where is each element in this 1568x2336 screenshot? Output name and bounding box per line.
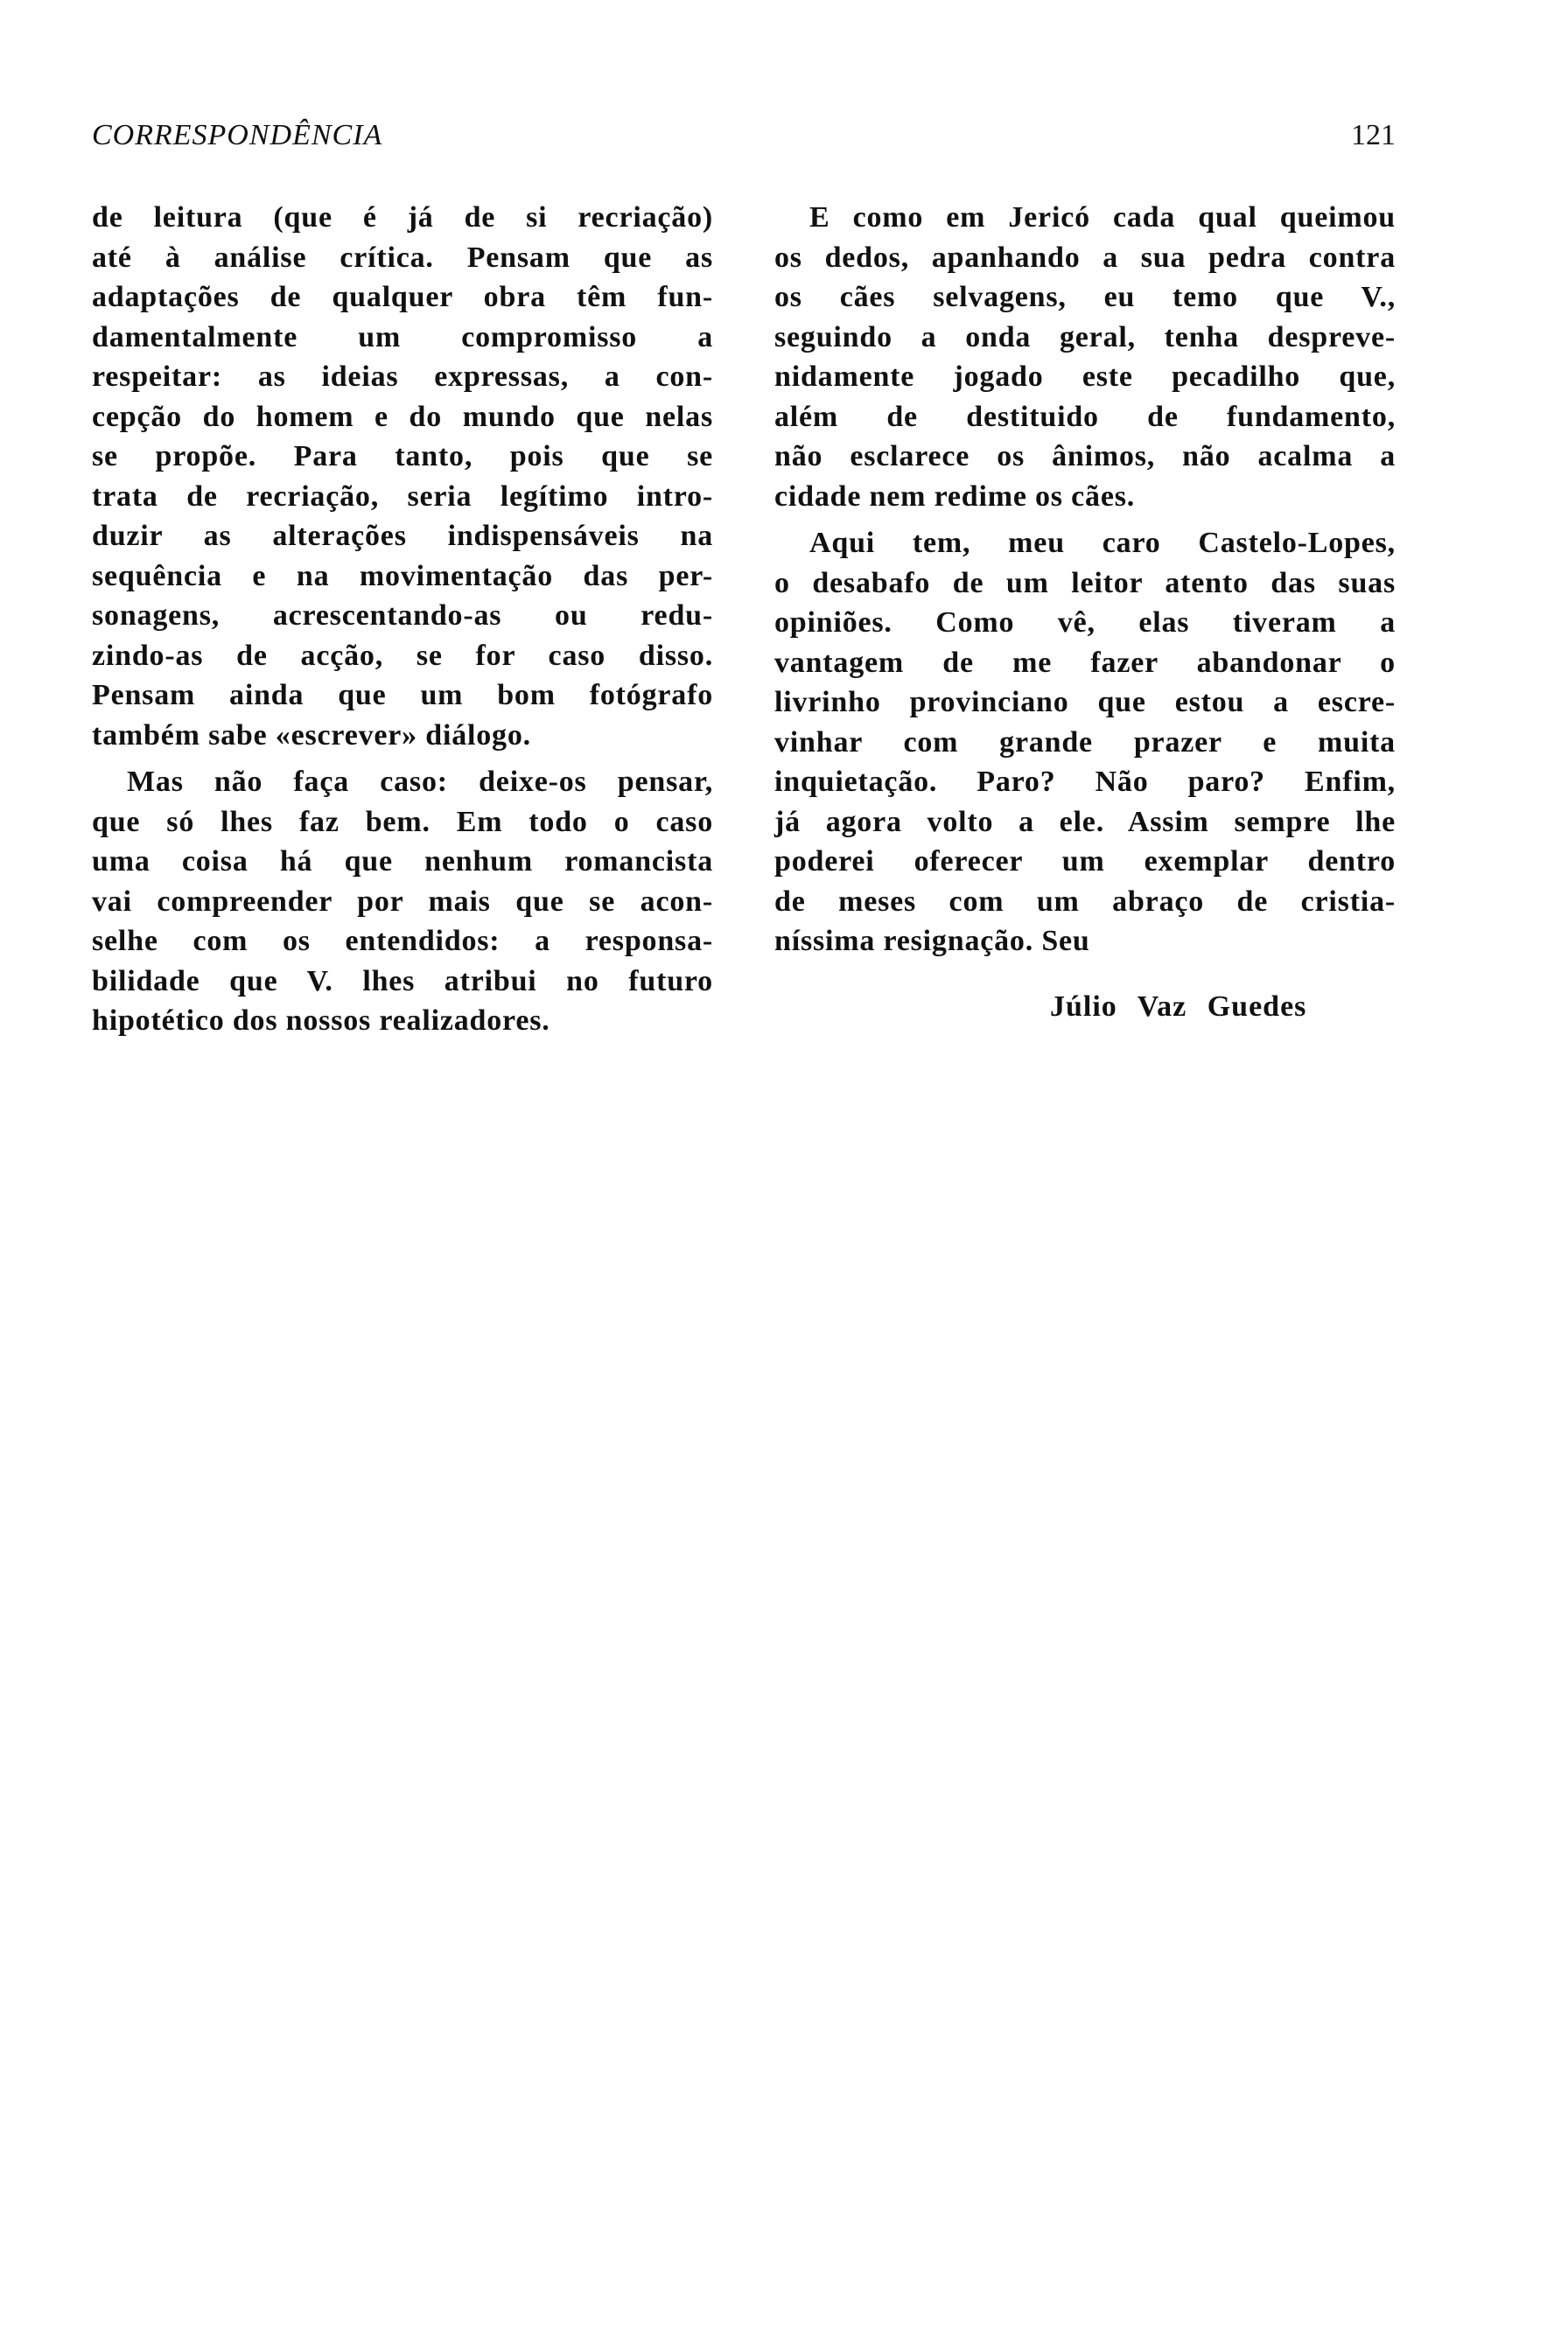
text-line: Aqui tem, meu caro Castelo-Lopes, (809, 527, 1396, 559)
text-line: vinhar com grande prazer e muita (774, 725, 1396, 759)
text-line: vai compreender por mais que se acon- (92, 885, 713, 918)
text-line: vantagem de me fazer abandonar o (774, 646, 1396, 679)
text-line: Mas não faça caso: deixe-os pensar, (127, 766, 713, 798)
text-line: os cães selvagens, eu temo que V., (774, 281, 1396, 313)
text-line: inquietação. Paro? Não paro? Enfim, (774, 766, 1396, 798)
signature: Júlio Vaz Guedes (1050, 990, 1307, 1023)
text-line: de meses com um abraço de cristia- (774, 885, 1396, 918)
text-line: também sabe «escrever» diálogo. (92, 718, 531, 752)
page-header (92, 119, 1396, 159)
left-paragraph-1 (92, 198, 713, 755)
text-line: nidamente jogado este pecadilho que, (774, 360, 1396, 393)
text-line: Pensam ainda que um bom fotógrafo (92, 679, 713, 711)
text-line: duzir as alterações indispensáveis na (92, 520, 713, 552)
text-line: uma coisa há que nenhum romancista (92, 845, 713, 878)
text-line: livrinho provinciano que estou a escre- (774, 686, 1396, 718)
text-line: poderei oferecer um exemplar dentro (774, 845, 1396, 878)
running-head: CORRESPONDÊNCIA (92, 119, 383, 151)
text-line: trata de recriação, seria legítimo intro- (92, 479, 713, 513)
text-line: níssima resignação. Seu (774, 925, 1090, 957)
text-line: respeitar: as ideias expressas, a con- (92, 360, 713, 393)
text-line: seguindo a onda geral, tenha despreve- (774, 320, 1396, 353)
text-line: se propõe. Para tanto, pois que se (92, 440, 713, 472)
left-column (92, 198, 713, 1041)
right-paragraph-2 (774, 523, 1396, 962)
text-line: cidade nem redime os cães. (774, 479, 1136, 513)
text-line: selhe com os entendidos: a responsa- (92, 925, 713, 957)
paragraph-gap (92, 755, 713, 762)
right-column (774, 198, 1396, 962)
text-line: não esclarece os ânimos, não acalma a (774, 440, 1396, 472)
text-line: damentalmente um compromisso a (92, 320, 713, 353)
paragraph-gap (774, 516, 1396, 523)
text-line: até à análise crítica. Pensam que as (92, 241, 713, 274)
text-line: adaptações de qualquer obra têm fun- (92, 281, 713, 313)
text-line: que só lhes faz bem. Em todo o caso (92, 805, 713, 838)
text-line: além de destituido de fundamento, (774, 400, 1396, 433)
left-paragraph-2 (92, 762, 713, 1041)
text-line: E como em Jericó cada qual queimou (809, 201, 1396, 234)
text-line: sonagens, acrescentando-as ou redu- (92, 599, 713, 632)
page-number: 121 (1351, 119, 1396, 151)
text-line: sequência e na movimentação das per- (92, 559, 713, 592)
right-paragraph-1 (774, 198, 1396, 516)
text-line: já agora volto a ele. Assim sempre lhe (774, 805, 1396, 838)
text-line: o desabafo de um leitor atento das suas (774, 566, 1396, 599)
text-line: opiniões. Como vê, elas tiveram a (774, 606, 1396, 639)
text-line: os dedos, apanhando a sua pedra contra (774, 241, 1396, 274)
text-line: cepção do homem e do mundo que nelas (92, 400, 713, 433)
text-line: bilidade que V. lhes atribui no futuro (92, 964, 713, 997)
text-line: de leitura (que é já de si recriação) (92, 201, 713, 234)
text-line: hipotético dos nossos realizadores. (92, 1004, 550, 1037)
text-line: zindo-as de acção, se for caso disso. (92, 639, 713, 672)
